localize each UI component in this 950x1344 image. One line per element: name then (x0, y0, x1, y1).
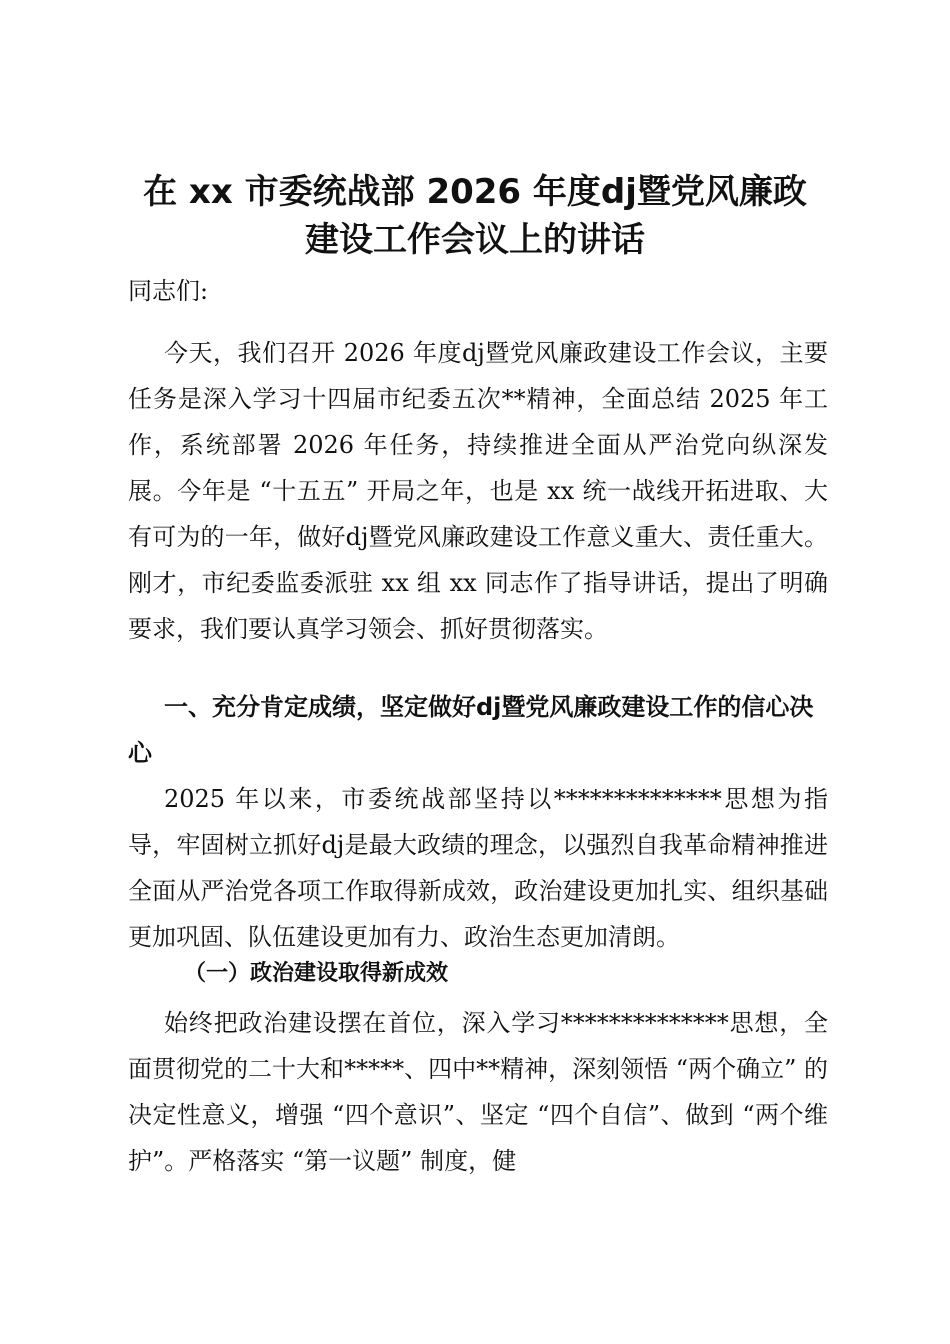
section-heading-1: 一、充分肯定成绩，坚定做好dj暨党风廉政建设工作的信心决心 (128, 693, 814, 767)
paragraph-intro: 今天，我们召开 2026 年度dj暨党风廉政建设工作会议，主要任务是深入学习十四届市纪委五次**精神，全面总结 2025 年工作，系统部署 2026 年任务，持续推进全面从严治党向纵深发展。今年是 “十五五” 开局之年，也是 xx 统一战线开拓进取、大有可为的一年，做好dj暨党风廉政建设工作意义重大、责任重大。刚才，市纪委监委派驻 xx 组 xx 同志作了指导讲话，提出了明确要求，我们要认真学习领会、抓好贯彻落实。 (128, 339, 828, 643)
document-title-line-2: 建设工作会议上的讲话 (305, 220, 645, 260)
paragraph-political-construction: 始终把政治建设摆在首位，深入学习**************思想，全面贯彻党的二十大和*****、四中**精神，深刻领悟 “两个确立” 的决定性意义，增强 “四个意识”、坚定 “四个自信”、做到 “两个维护”。严格落实 “第一议题” 制度，健 (128, 1009, 828, 1175)
document-title-line-1: 在 xx 市委统战部 2026 年度dj暨党风廉政 (143, 172, 807, 212)
subsection-heading-1: （一）政治建设取得新成效 (184, 960, 449, 986)
salutation: 同志们: (128, 277, 209, 305)
paragraph-achievements: 2025 年以来，市委统战部坚持以**************思想为指导，牢固树立抓好dj是最大政绩的理念，以强烈自我革命精神推进全面从严治党各项工作取得新成效，政治建设更加扎实、组织基础更加巩固、队伍建设更加有力、政治生态更加清朗。 (128, 785, 828, 951)
